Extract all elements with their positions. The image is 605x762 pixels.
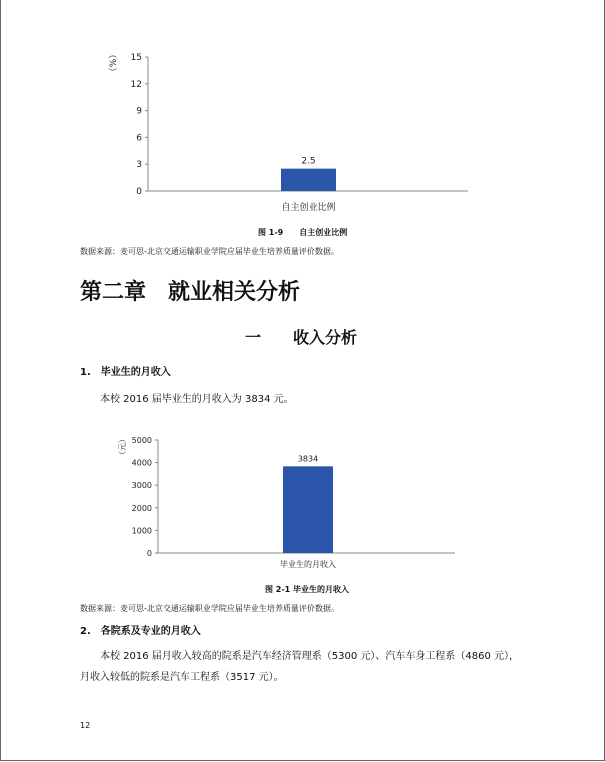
item-2-line-1: 本校 2016 届月收入较高的院系是汽车经济管理系（5300 元）、汽车车身工程系（4860 元）， xyxy=(100,651,520,662)
x-category-label: 自主创业比例 xyxy=(281,203,336,213)
y-axis-label: （%） xyxy=(109,49,119,77)
y-tick-label: 2000 xyxy=(131,503,152,513)
y-tick-label: 3 xyxy=(136,160,142,171)
item-2-line-2: 月收入较低的院系是汽车工程系（3517 元）。 xyxy=(80,672,284,683)
bar xyxy=(281,169,336,191)
chart-self-employment xyxy=(0,0,605,230)
x-category-label: 毕业生的月收入 xyxy=(280,560,336,569)
item-1-text: 本校 2016 届毕业生的月收入为 3834 元。 xyxy=(100,394,294,405)
y-tick-label: 12 xyxy=(130,79,142,90)
item-2-heading: 2. 各院系及专业的月收入 xyxy=(80,626,201,637)
bar xyxy=(283,466,333,553)
section-title: 一 收入分析 xyxy=(245,328,358,347)
figure-1-9-source: 数据来源：麦可思-北京交通运输职业学院应届毕业生培养质量评价数据。 xyxy=(80,247,339,256)
y-tick-label: 5000 xyxy=(131,436,152,445)
y-tick-label: 9 xyxy=(136,106,142,117)
item-1-heading: 1. 毕业生的月收入 xyxy=(80,367,171,378)
y-tick-label: 0 xyxy=(146,549,152,558)
page-number: 12 xyxy=(80,721,91,730)
y-axis-label: （元） xyxy=(118,435,127,459)
y-tick-label: 6 xyxy=(136,133,142,144)
figure-2-1-source: 数据来源：麦可思-北京交通运输职业学院应届毕业生培养质量评价数据。 xyxy=(80,604,339,613)
figure-2-1-caption: 图 2-1 毕业生的月收入 xyxy=(265,585,350,594)
y-tick-label: 3000 xyxy=(131,481,152,491)
y-tick-label: 1000 xyxy=(131,526,152,536)
figure-1-9-caption: 图 1-9 自主创业比例 xyxy=(258,228,348,237)
y-tick-label: 0 xyxy=(136,187,142,197)
chapter-title: 第二章 就业相关分析 xyxy=(80,279,301,305)
bar-value-label: 3834 xyxy=(297,454,319,464)
y-tick-label: 4000 xyxy=(131,458,152,468)
bar-value-label: 2.5 xyxy=(301,156,316,167)
y-tick-label: 15 xyxy=(130,53,142,63)
